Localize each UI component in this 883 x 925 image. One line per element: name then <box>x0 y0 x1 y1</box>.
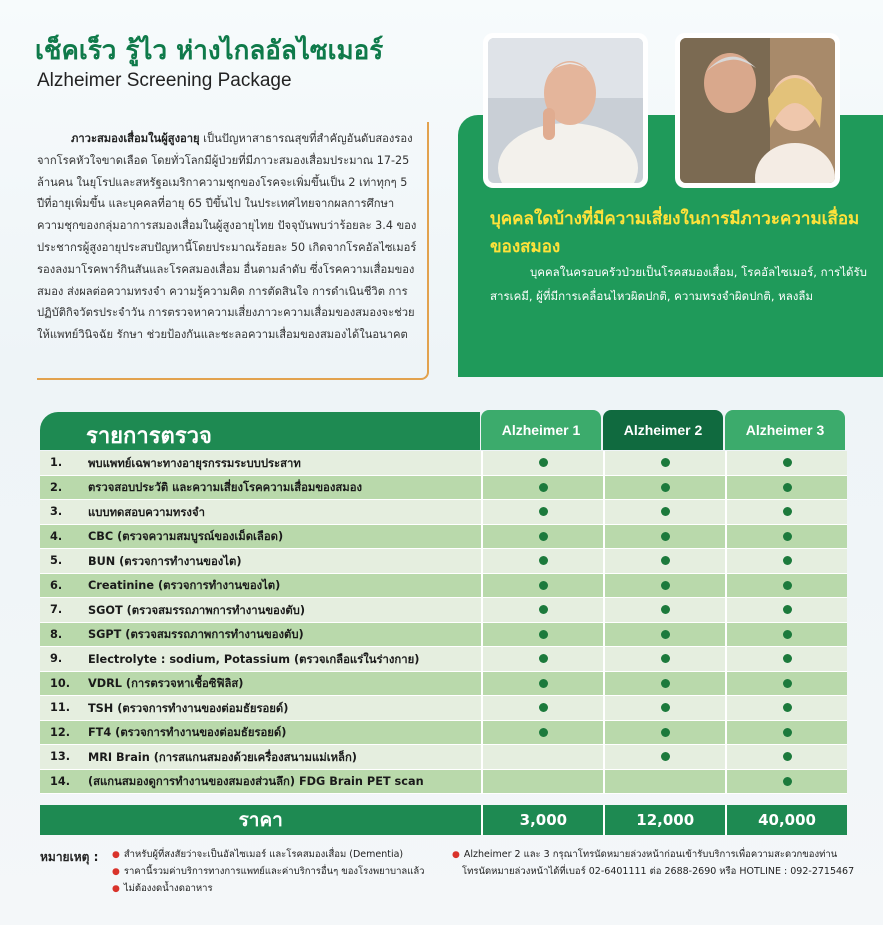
row-number: 14. <box>50 774 71 788</box>
price-package-1: 3,000 <box>481 805 603 835</box>
included-dot-icon <box>661 605 670 614</box>
row-test-name: BUN (ตรวจการทำงานของไต) <box>87 554 242 568</box>
package-3-cell <box>725 451 847 475</box>
package-1-cell <box>481 598 603 622</box>
package-2-cell <box>603 451 725 475</box>
risk-title: บุคคลใดบ้างที่มีความเสี่ยงในการมีภาวะความเสื่อมของสมอง <box>490 209 860 257</box>
package-2-cell <box>603 745 725 769</box>
package-2-cell <box>603 598 725 622</box>
table-row <box>40 745 847 770</box>
row-number: 3. <box>50 505 63 519</box>
package-3-cell <box>725 672 847 696</box>
row-number: 9. <box>50 652 63 666</box>
included-dot-icon <box>539 581 548 590</box>
row-number: 5. <box>50 554 63 568</box>
included-dot-icon <box>783 777 792 786</box>
table-row <box>40 549 847 574</box>
row-number: 4. <box>50 529 63 543</box>
row-number: 12. <box>50 725 71 739</box>
included-dot-icon <box>783 605 792 614</box>
included-dot-icon <box>661 483 670 492</box>
risk-body: บุคคลในครอบครัวป่วยเป็นโรคสมองเสื่อม, โรคอัลไซเมอร์, การได้รับสารเคมี, ผู้ที่มีการเคลื่อนไหวผิดปกติ, ความทรงจำผิดปกติ, หลงลืม <box>490 265 867 303</box>
note-right-1: ● Alzheimer 2 และ 3 กรุณาโทรนัดหมายล่วงหน้าก่อนเข้ารับบริการเพื่อความสะดวกของท่าน <box>452 849 838 860</box>
intro-lead: ภาวะสมองเสื่อมในผู้สูงอายุ <box>71 132 200 145</box>
package-2-cell <box>603 696 725 720</box>
note-left-3: ● ไม่ต้องงดน้ำงดอาหาร <box>112 883 213 894</box>
included-dot-icon <box>783 507 792 516</box>
table-row <box>40 696 847 721</box>
row-number: 1. <box>50 456 63 470</box>
package-1-cell <box>481 721 603 745</box>
package-3-cell <box>725 770 847 794</box>
title-thai: เช็คเร็ว รู้ไว ห่างไกลอัลไซเมอร์ <box>35 36 384 66</box>
row-number: 7. <box>50 603 63 617</box>
package-1-cell <box>481 451 603 475</box>
included-dot-icon <box>539 507 548 516</box>
included-dot-icon <box>783 654 792 663</box>
row-number: 2. <box>50 480 63 494</box>
included-dot-icon <box>661 630 670 639</box>
package-1-cell <box>481 500 603 524</box>
package-1-cell <box>481 623 603 647</box>
included-dot-icon <box>661 752 670 761</box>
price-package-2: 12,000 <box>603 805 725 835</box>
note-left-1: ● สำหรับผู้ที่สงสัยว่าจะเป็นอัลไซเมอร์ และโรคสมองเสื่อม (Dementia) <box>112 849 404 860</box>
included-dot-icon <box>661 507 670 516</box>
row-test-name: SGPT (ตรวจสมรรถภาพการทำงานของตับ) <box>87 628 304 642</box>
package-2-cell <box>603 647 725 671</box>
bullet-icon: ● <box>112 867 120 877</box>
package-3-cell <box>725 721 847 745</box>
row-test-name: SGOT (ตรวจสมรรถภาพการทำงานของตับ) <box>87 603 306 617</box>
photo-elderly-man <box>483 33 648 188</box>
photo-elderly-couple <box>675 33 840 188</box>
row-test-name: Creatinine (ตรวจการทำงานของไต) <box>87 579 281 593</box>
table-row <box>40 598 847 623</box>
row-test-name: แบบทดสอบความทรงจำ <box>87 505 205 519</box>
included-dot-icon <box>783 532 792 541</box>
package-2-cell <box>603 500 725 524</box>
package-2-cell <box>603 623 725 647</box>
table-row <box>40 672 847 697</box>
included-dot-icon <box>539 703 548 712</box>
package-1-cell <box>481 647 603 671</box>
included-dot-icon <box>539 679 548 688</box>
package-1-cell <box>481 549 603 573</box>
package-3-cell <box>725 549 847 573</box>
package-3-cell <box>725 574 847 598</box>
row-test-name: CBC (ตรวจความสมบูรณ์ของเม็ดเลือด) <box>87 530 284 544</box>
row-test-name: TSH (ตรวจการทำงานของต่อมธัยรอยด์) <box>87 701 289 715</box>
row-test-name: FT4 (ตรวจการทำงานของต่อมธัยรอยด์) <box>87 726 287 740</box>
bullet-icon: ● <box>112 884 120 894</box>
package-2-cell <box>603 770 725 794</box>
included-dot-icon <box>539 605 548 614</box>
row-number: 6. <box>50 578 63 592</box>
table-row <box>40 721 847 746</box>
package-1-cell <box>481 476 603 500</box>
package-2-cell <box>603 672 725 696</box>
included-dot-icon <box>783 458 792 467</box>
price-label: ราคา <box>238 809 283 831</box>
included-dot-icon <box>783 703 792 712</box>
package-3-cell <box>725 525 847 549</box>
price-package-3: 40,000 <box>725 805 847 835</box>
package-header-1: Alzheimer 1 <box>481 410 601 450</box>
row-test-name: Electrolyte : sodium, Potassium (ตรวจเกลือแร่ในร่างกาย) <box>87 652 420 666</box>
package-3-cell <box>725 745 847 769</box>
included-dot-icon <box>539 728 548 737</box>
row-test-name: MRI Brain (การสแกนสมองด้วยเครื่องสนามแม่เหล็ก) <box>87 750 357 764</box>
package-header-3: Alzheimer 3 <box>725 410 845 450</box>
included-dot-icon <box>661 458 670 467</box>
package-3-cell <box>725 500 847 524</box>
bullet-icon: ● <box>112 850 120 860</box>
included-dot-icon <box>783 581 792 590</box>
included-dot-icon <box>783 679 792 688</box>
table-row <box>40 623 847 648</box>
included-dot-icon <box>661 703 670 712</box>
included-dot-icon <box>783 728 792 737</box>
package-3-cell <box>725 696 847 720</box>
intro-text: เป็นปัญหาสาธารณสุขที่สำคัญอันดับสองรองจากโรคหัวใจขาดเลือด โดยทั่วโลกมีผู้ป่วยที่มีภาวะสมองเสื่อมประมาณ 17-25 ล้านคน ในยุโรปและสหรัฐอเมริกาความชุกของโรคจะเพิ่มขึ้นเป็น 2 เท่าทุกๆ 5 ปีที่อายุเพิ่มขึ้น และบุคคลที่อายุ 65 ปีขึ้นไป ในประเทศไทยจากผลการศึกษาความชุกของกลุ่มอาการสมองเสื่อมในผู้สูงอายุไทย ปัจจุบันพบว่าร้อยละ 3.4 ของประชากรผู้สูงอายุประสบปัญหานี้โดยประมาณร้อยละ 50 เกิดจากโรคอัลไซเมอร์ รองลงมาโรคพาร์กินสันและโรคสมองเสื่อม อื่นตามลำดับ ซึ่งโรคความเสื่อมของสมอง ส่งผลต่อความทรงจำ ความรู้ความคิด การตัดสินใจ การดำเนินชีวิต การปฏิบัติกิจวัตรประจำวัน การตรวจหาความเสี่ยงภาวะความเสื่อมของสมองจะช่วยให้แพทย์วินิจฉัย รักษา ช่วยป้องกันและชะลอความเสื่อมของสมองได้ในอนาคต <box>37 132 417 342</box>
table-row <box>40 525 847 550</box>
package-1-cell <box>481 672 603 696</box>
package-3-cell <box>725 647 847 671</box>
row-test-name: VDRL (การตรวจหาเชื้อซิฟิลิส) <box>87 677 244 691</box>
table-heading <box>40 412 480 450</box>
note-left-2: ● ราคานี้รวมค่าบริการทางการแพทย์และค่าบริการอื่นๆ ของโรงพยาบาลแล้ว <box>112 866 425 877</box>
package-1-cell <box>481 696 603 720</box>
package-2-cell <box>603 574 725 598</box>
included-dot-icon <box>539 556 548 565</box>
included-dot-icon <box>661 728 670 737</box>
included-dot-icon <box>539 532 548 541</box>
included-dot-icon <box>661 581 670 590</box>
package-1-cell <box>481 574 603 598</box>
package-2-cell <box>603 525 725 549</box>
intro-paragraph <box>37 122 429 380</box>
table-row <box>40 476 847 501</box>
note-right-2: โทรนัดหมายล่วงหน้าได้ที่เบอร์ 02-6401111 ต่อ 2688-2690 หรือ HOTLINE : 092-2715467 <box>462 866 855 877</box>
row-number: 8. <box>50 627 63 641</box>
row-number: 11. <box>50 701 71 715</box>
included-dot-icon <box>783 630 792 639</box>
package-3-cell <box>725 598 847 622</box>
table-row <box>40 574 847 599</box>
bullet-icon: ● <box>452 850 460 860</box>
package-1-cell <box>481 745 603 769</box>
notes-label: หมายเหตุ : <box>40 850 99 864</box>
table-row <box>40 451 847 476</box>
package-header-2: Alzheimer 2 <box>603 410 723 450</box>
included-dot-icon <box>539 483 548 492</box>
title-english: Alzheimer Screening Package <box>37 70 292 91</box>
table-row <box>40 647 847 672</box>
row-number: 13. <box>50 750 71 764</box>
checkup-table <box>40 451 847 794</box>
included-dot-icon <box>661 556 670 565</box>
package-2-cell <box>603 476 725 500</box>
included-dot-icon <box>783 483 792 492</box>
package-2-cell <box>603 721 725 745</box>
price-row <box>40 805 847 835</box>
included-dot-icon <box>661 654 670 663</box>
row-number: 10. <box>50 676 71 690</box>
table-row <box>40 770 847 795</box>
included-dot-icon <box>783 556 792 565</box>
included-dot-icon <box>539 654 548 663</box>
package-1-cell <box>481 770 603 794</box>
table-heading-label: รายการตรวจ <box>86 424 212 449</box>
included-dot-icon <box>661 532 670 541</box>
included-dot-icon <box>661 679 670 688</box>
package-3-cell <box>725 623 847 647</box>
included-dot-icon <box>539 630 548 639</box>
package-1-cell <box>481 525 603 549</box>
row-test-name: ตรวจสอบประวัติ และความเสี่ยงโรคความเสื่อมของสมอง <box>87 481 362 495</box>
row-test-name: (สแกนสมองดูการทำงานของสมองส่วนลึก) FDG Brain PET scan <box>87 775 424 789</box>
package-3-cell <box>725 476 847 500</box>
package-2-cell <box>603 549 725 573</box>
row-test-name: พบแพทย์เฉพาะทางอายุรกรรมระบบประสาท <box>87 456 301 470</box>
included-dot-icon <box>539 458 548 467</box>
included-dot-icon <box>783 752 792 761</box>
table-row <box>40 500 847 525</box>
